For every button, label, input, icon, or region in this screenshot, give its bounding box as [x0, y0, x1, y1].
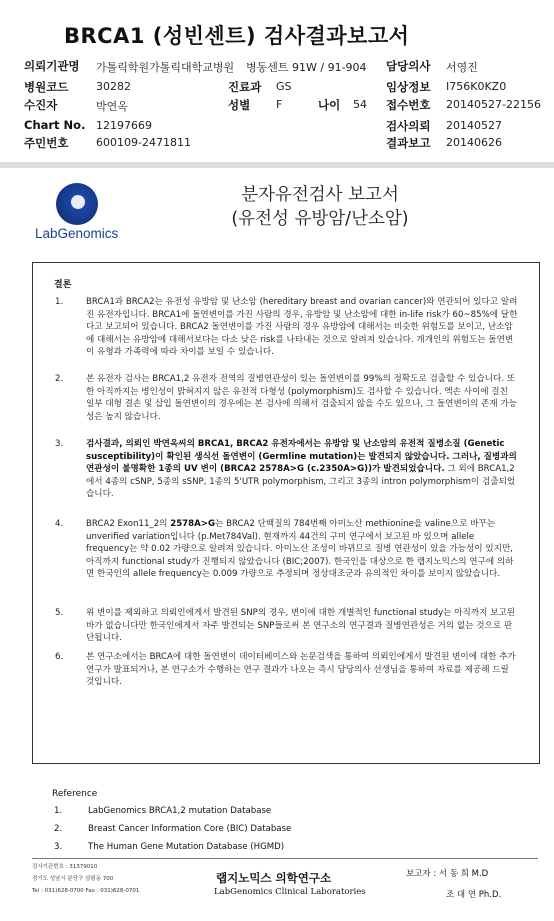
hospital-code-label: 병원코드 — [24, 80, 69, 94]
doctor-value: 서영진 — [446, 61, 478, 74]
request-date-value: 20140527 — [446, 119, 502, 132]
reporter-signature: 보고자 : 서 동 희 M.D — [406, 869, 489, 879]
paragraph-number: 3. — [55, 439, 64, 449]
reference-item — [0, 806, 554, 818]
paragraph-number: 4. — [55, 519, 64, 529]
paragraph — [0, 607, 554, 647]
paragraph-bold-text: 2578A>G — [170, 519, 216, 529]
reference-text: LabGenomics BRCA1,2 mutation Database — [88, 806, 272, 816]
ward-value: 병동센트 91W / 91-904 — [246, 61, 367, 74]
chart-no-label: Chart No. — [24, 118, 86, 132]
patient-value: 박연옥 — [96, 100, 128, 113]
paragraph — [0, 296, 554, 366]
reference-number: 2. — [54, 824, 63, 834]
reference-number: 3. — [54, 842, 63, 852]
department-label: 진료과 — [228, 80, 262, 94]
paragraph — [0, 518, 554, 598]
resident-no-value: 600109-2471811 — [96, 136, 191, 149]
age-label: 나이 — [318, 98, 341, 112]
paragraph-rest-text: 는 BRCA2 단백질의 784번째 아미노산 methionine을 valine으로 바꾸는 unverified variation입니다 (p.Met784Val). 현재까지 44건의 구미 연구에서 보고된 바 있으며 allele frequency는 약 0.02 가량으로 알려져 있습니다. 아미노산 조성이 바뀌므로 질병 연관성이 있을 가능성이 있지만, 아직까지 functional study가 진행되지 않았습니다 (BIC;2007). 한국인을 대상으로 한 랩지노믹스의 연구에 의하면 한국인의 allele frequency는 0.009 가량으로 추정되며 정상대조군과 유의적인 차이를 보이지 않았습니다. — [86, 519, 514, 580]
result-heading: 결론 — [54, 280, 72, 290]
lab-name-korean: 랩지노믹스 의학연구소 — [216, 871, 332, 885]
paragraph-number: 6. — [55, 652, 64, 662]
footer-divider — [32, 858, 538, 859]
lab-license: 검사기관번호 : 31379010 — [32, 864, 98, 870]
paragraph-number: 2. — [55, 374, 64, 384]
report-title: BRCA1 (성빈센트) 검사결과보고서 — [64, 24, 410, 48]
paragraph — [0, 438, 554, 498]
chart-no-value: 12197669 — [96, 119, 152, 132]
paragraph — [0, 651, 554, 701]
patient-label: 수진자 — [24, 98, 58, 112]
hospital-code-value: 30282 — [96, 80, 131, 93]
paragraph-text: 본 연구소에서는 BRCA에 대한 돌연변이 데이터베이스와 논문검색을 통하여 의뢰인에게서 발견된 변이에 대한 추가 연구가 발표되거나, 본 연구소가 수행하는 연구 결과가 나오는 즉시 담당의사 선생님을 통하여 자료를 제공해 드릴 것입니다. — [86, 652, 516, 688]
labgenomics-logo-icon — [56, 183, 98, 225]
reference-text: The Human Gene Mutation Database (HGMD) — [88, 842, 285, 852]
lab-name-english: LabGenomics Clinical Laboratories — [214, 887, 366, 897]
institution-value: 가톨릭학원가톨릭대학교병원 — [96, 61, 235, 74]
reference-text: Breast Cancer Information Core (BIC) Database — [88, 824, 292, 834]
clinical-info-label: 임상정보 — [386, 80, 431, 94]
paragraph-text — [86, 438, 518, 501]
report-subtitle — [160, 183, 480, 231]
paragraph-text: 본 유전자 검사는 BRCA1,2 유전자 전역의 질병연관성이 있는 돌연변이를 99%의 정확도로 검출할 수 있습니다. 또한 아직까지는 병인성이 밝혀지지 않은 유전적 다형성 (polymorphism)도 검사할 수 있습니다. 엑손 사이에 걸친 일부 대형 결손 및 삽입 돌연변이의 경우에는 본 검사에 의해서 검출되지 않을 수도 있으나, 그 돌연변이의 존재 가능성은 높지 않습니다. — [86, 374, 518, 422]
report-title-line2: (유전성 유방암/난소암) — [231, 209, 409, 229]
sex-value: F — [276, 98, 283, 111]
paragraph-text: 위 변이를 제외하고 의뢰인에게서 발견된 SNP의 경우, 변이에 대한 개별적인 functional study는 아직까지 보고된 바가 없습니다만 한국인에게서 자주 발견되는 SNP들로써 본 연구소의 연구결과 질병연관성은 거의 없는 것으로 판단됩니다. — [86, 608, 516, 644]
sex-label: 성별 — [228, 98, 251, 112]
age-value: 54 — [353, 98, 367, 111]
director-signature: 조 대 연 Ph.D. — [446, 890, 502, 900]
request-date-label: 검사의뢰 — [386, 119, 431, 133]
patient-info — [0, 0, 554, 160]
paragraph-pre-text: BRCA2 Exon11_2의 — [86, 519, 171, 529]
paragraph-number: 5. — [55, 608, 64, 618]
paragraph — [0, 373, 554, 433]
reference-item — [0, 824, 554, 836]
resident-no-label: 주민번호 — [24, 136, 69, 150]
department-value: GS — [276, 80, 292, 93]
clinical-info-value: I756K0KZ0 — [446, 80, 507, 93]
paragraph-text: BRCA1과 BRCA2는 유전성 유방암 및 난소암 (hereditary breast and ovarian cancer)와 연관되어 있다고 알려진 유전자입니다. BRCA1에 돌연변이를 가진 사람의 경우, 유방암 및 난소암에 대한 in-life risk가 60~85%에 달한다고 보고되어 있습니다. BRCA2 돌연변이를 가진 사람의 경우 유방암에 대해서는 비슷한 위험도를 보이고, 난소암에 대해서는 유방암에 대해서보다는 다소 낮은 risk를 나타내는 것으로 알려져 있습니다. 개개인의 위험도는 돌연변이 유형과 가족력에 따라 차이를 보일 수 있습니다. — [86, 297, 518, 358]
institution-label: 의뢰기관명 — [24, 59, 80, 73]
section-divider — [0, 162, 554, 168]
paragraph-rest-text: 그 외에 BRCA1,2에서 4종의 cSNP, 5종의 sSNP, 1종의 5'UTR polymorphism, 그리고 3종의 intron polymorphism이 검출되었습니다. — [86, 464, 516, 500]
paragraph-bold-text: 검사결과, 의뢰인 박연옥씨의 BRCA1, BRCA2 유전자에서는 유방암 및 난소암의 유전적 질병소질 (Genetic susceptibility)이 확인된 생식선 돌연변이 (Germline mutation)는 발견되지 않았습니다. 그러나, 질병과의 연관성이 불명확한 1종의 UV 변이 (BRCA2 2578A>G (c.2350A>G))가 발견되었습니다. — [86, 439, 517, 475]
report-title-line1: 분자유전검사 보고서 — [241, 185, 399, 205]
report-date-label: 결과보고 — [386, 136, 431, 150]
reference-item — [0, 842, 554, 854]
logo-text: LabGenomics — [35, 226, 119, 241]
reference-number: 1. — [54, 806, 63, 816]
reference-heading: Reference — [52, 789, 98, 799]
lab-contact: Tel : 031)628-0700 Fax : 031)628-0701 — [32, 888, 140, 894]
report-date-value: 20140626 — [446, 136, 502, 149]
accession-value: 20140527-22156 — [446, 98, 541, 111]
doctor-label: 담당의사 — [386, 59, 431, 73]
lab-address: 경기도 성남시 분당구 삼평동 700 — [32, 876, 114, 882]
accession-label: 접수번호 — [386, 98, 431, 112]
paragraph-number: 1. — [55, 297, 64, 307]
paragraph-text — [86, 518, 518, 581]
